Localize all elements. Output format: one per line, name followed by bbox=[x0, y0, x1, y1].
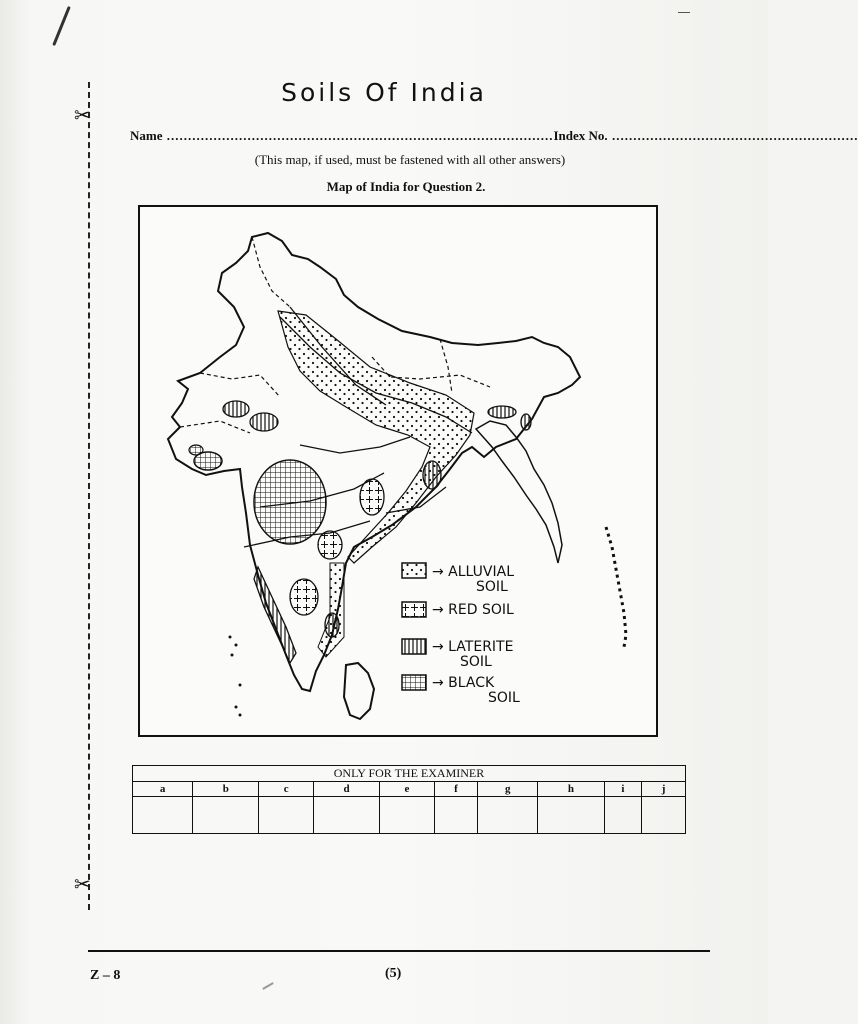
score-cell[interactable] bbox=[642, 797, 686, 834]
pen-mark bbox=[52, 6, 71, 46]
score-cell[interactable] bbox=[193, 797, 259, 834]
laterite-region bbox=[223, 401, 249, 417]
name-index-line bbox=[130, 128, 858, 144]
index-field[interactable]: .......................................................... bbox=[607, 128, 858, 143]
score-cell[interactable] bbox=[478, 797, 538, 834]
page-title: Soils Of India bbox=[281, 78, 487, 107]
column-header: d bbox=[314, 782, 380, 797]
sri-lanka bbox=[344, 663, 374, 719]
scissors-icon: ✂ bbox=[74, 872, 91, 896]
name-label: Name bbox=[130, 128, 163, 143]
legend-label: → RED SOIL bbox=[432, 602, 514, 618]
india-outline bbox=[168, 233, 580, 691]
map-subtitle: Map of India for Question 2. bbox=[326, 179, 486, 194]
legend-label: SOIL bbox=[460, 654, 492, 670]
column-header: j bbox=[642, 782, 686, 797]
pen-dash bbox=[678, 12, 690, 13]
legend-label: → LATERITE bbox=[432, 639, 514, 655]
map-legend bbox=[402, 563, 520, 706]
cut-line bbox=[88, 82, 90, 910]
score-cell[interactable] bbox=[259, 797, 314, 834]
column-header: a bbox=[133, 782, 193, 797]
page-number: (5) bbox=[385, 966, 402, 981]
column-header: c bbox=[259, 782, 314, 797]
legend-label: SOIL bbox=[476, 579, 508, 595]
column-header: f bbox=[434, 782, 477, 797]
score-cell[interactable] bbox=[314, 797, 380, 834]
score-cell[interactable] bbox=[604, 797, 642, 834]
pencil-mark bbox=[262, 982, 273, 990]
paper-code: Z – 8 bbox=[90, 968, 121, 983]
score-cell[interactable] bbox=[380, 797, 435, 834]
scissors-icon: ✂ bbox=[74, 103, 91, 127]
legend-label: SOIL bbox=[488, 690, 520, 706]
column-header: e bbox=[380, 782, 435, 797]
instruction-note: (This map, if used, must be fastened with all other answers) bbox=[254, 152, 566, 167]
india-map bbox=[138, 205, 658, 737]
red-soil-region bbox=[360, 479, 384, 515]
column-header: b bbox=[193, 782, 259, 797]
legend-label: → BLACK bbox=[432, 675, 495, 691]
northeast-outline bbox=[476, 421, 562, 563]
score-cell[interactable] bbox=[133, 797, 193, 834]
black-soil-region bbox=[254, 460, 326, 544]
legend-label: → ALLUVIAL bbox=[432, 564, 514, 580]
examiner-table bbox=[132, 765, 686, 834]
index-label: Index No. bbox=[553, 128, 608, 143]
india-map-drawing bbox=[140, 207, 656, 735]
footer-rule bbox=[88, 950, 710, 952]
score-cell[interactable] bbox=[434, 797, 477, 834]
name-field[interactable]: ........................................................................................... bbox=[162, 128, 554, 143]
column-header: g bbox=[478, 782, 538, 797]
column-header: i bbox=[604, 782, 642, 797]
examiner-heading: ONLY FOR THE EXAMINER bbox=[133, 766, 686, 782]
score-cell[interactable] bbox=[538, 797, 604, 834]
column-header: h bbox=[538, 782, 604, 797]
